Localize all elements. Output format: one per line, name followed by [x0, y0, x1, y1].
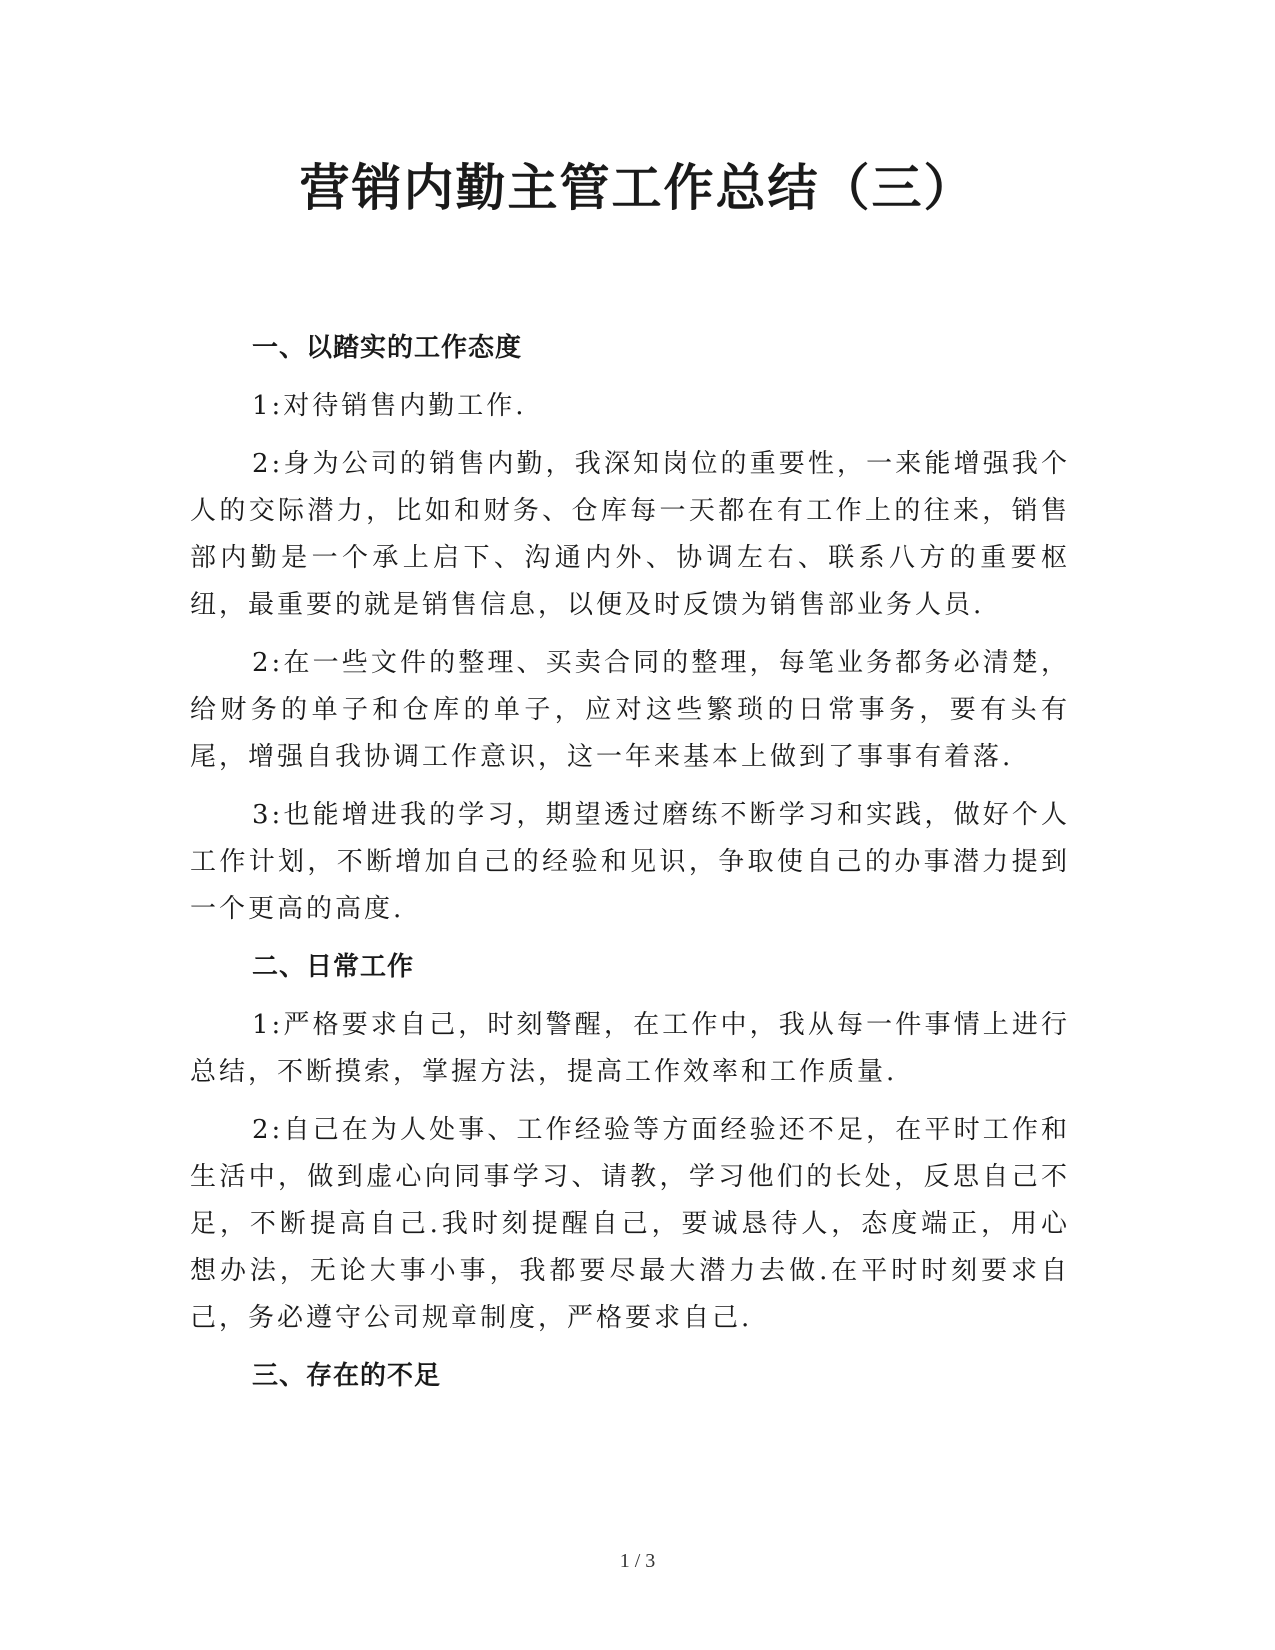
paragraph: 3:也能增进我的学习，期望透过磨练不断学习和实践，做好个人工作计划，不断增加自己的经验和见识，争取使自己的办事潜力提到一个更高的高度.	[190, 800, 1070, 924]
section-heading-3: 三、存在的不足	[252, 1361, 442, 1391]
paragraph: 2:在一些文件的整理、买卖合同的整理，每笔业务都务必清楚，给财务的单子和仓库的单子，应对这些繁琐的日常事务，要有头有尾，增强自我协调工作意识，这一年来基本上做到了事事有着落.	[190, 648, 1070, 772]
paragraph: 1:对待销售内勤工作.	[252, 391, 527, 421]
page-number: 1 / 3	[619, 1550, 656, 1572]
section-heading-1: 一、以踏实的工作态度	[252, 333, 523, 363]
document-body	[190, 325, 1070, 1411]
paragraph: 1:严格要求自己，时刻警醒，在工作中，我从每一件事情上进行总结，不断摸索，掌握方法，提高工作效率和工作质量.	[190, 1010, 1070, 1087]
document-title: 营销内勤主管工作总结（三）	[299, 159, 976, 217]
section-heading-2: 二、日常工作	[252, 952, 415, 982]
paragraph: 2:自己在为人处事、工作经验等方面经验还不足，在平时工作和生活中，做到虚心向同事学习、请教，学习他们的长处，反思自己不足，不断提高自己.我时刻提醒自己，要诚恳待人，态度端正，用心想办法，无论大事小事，我都要尽最大潜力去做.在平时时刻要求自己，务必遵守公司规章制度，严格要求自己.	[190, 1115, 1070, 1333]
paragraph: 2:身为公司的销售内勤，我深知岗位的重要性，一来能增强我个人的交际潜力，比如和财务、仓库每一天都在有工作上的往来，销售部内勤是一个承上启下、沟通内外、协调左右、联系八方的重要枢纽，最重要的就是销售信息，以便及时反馈为销售部业务人员.	[190, 449, 1070, 620]
